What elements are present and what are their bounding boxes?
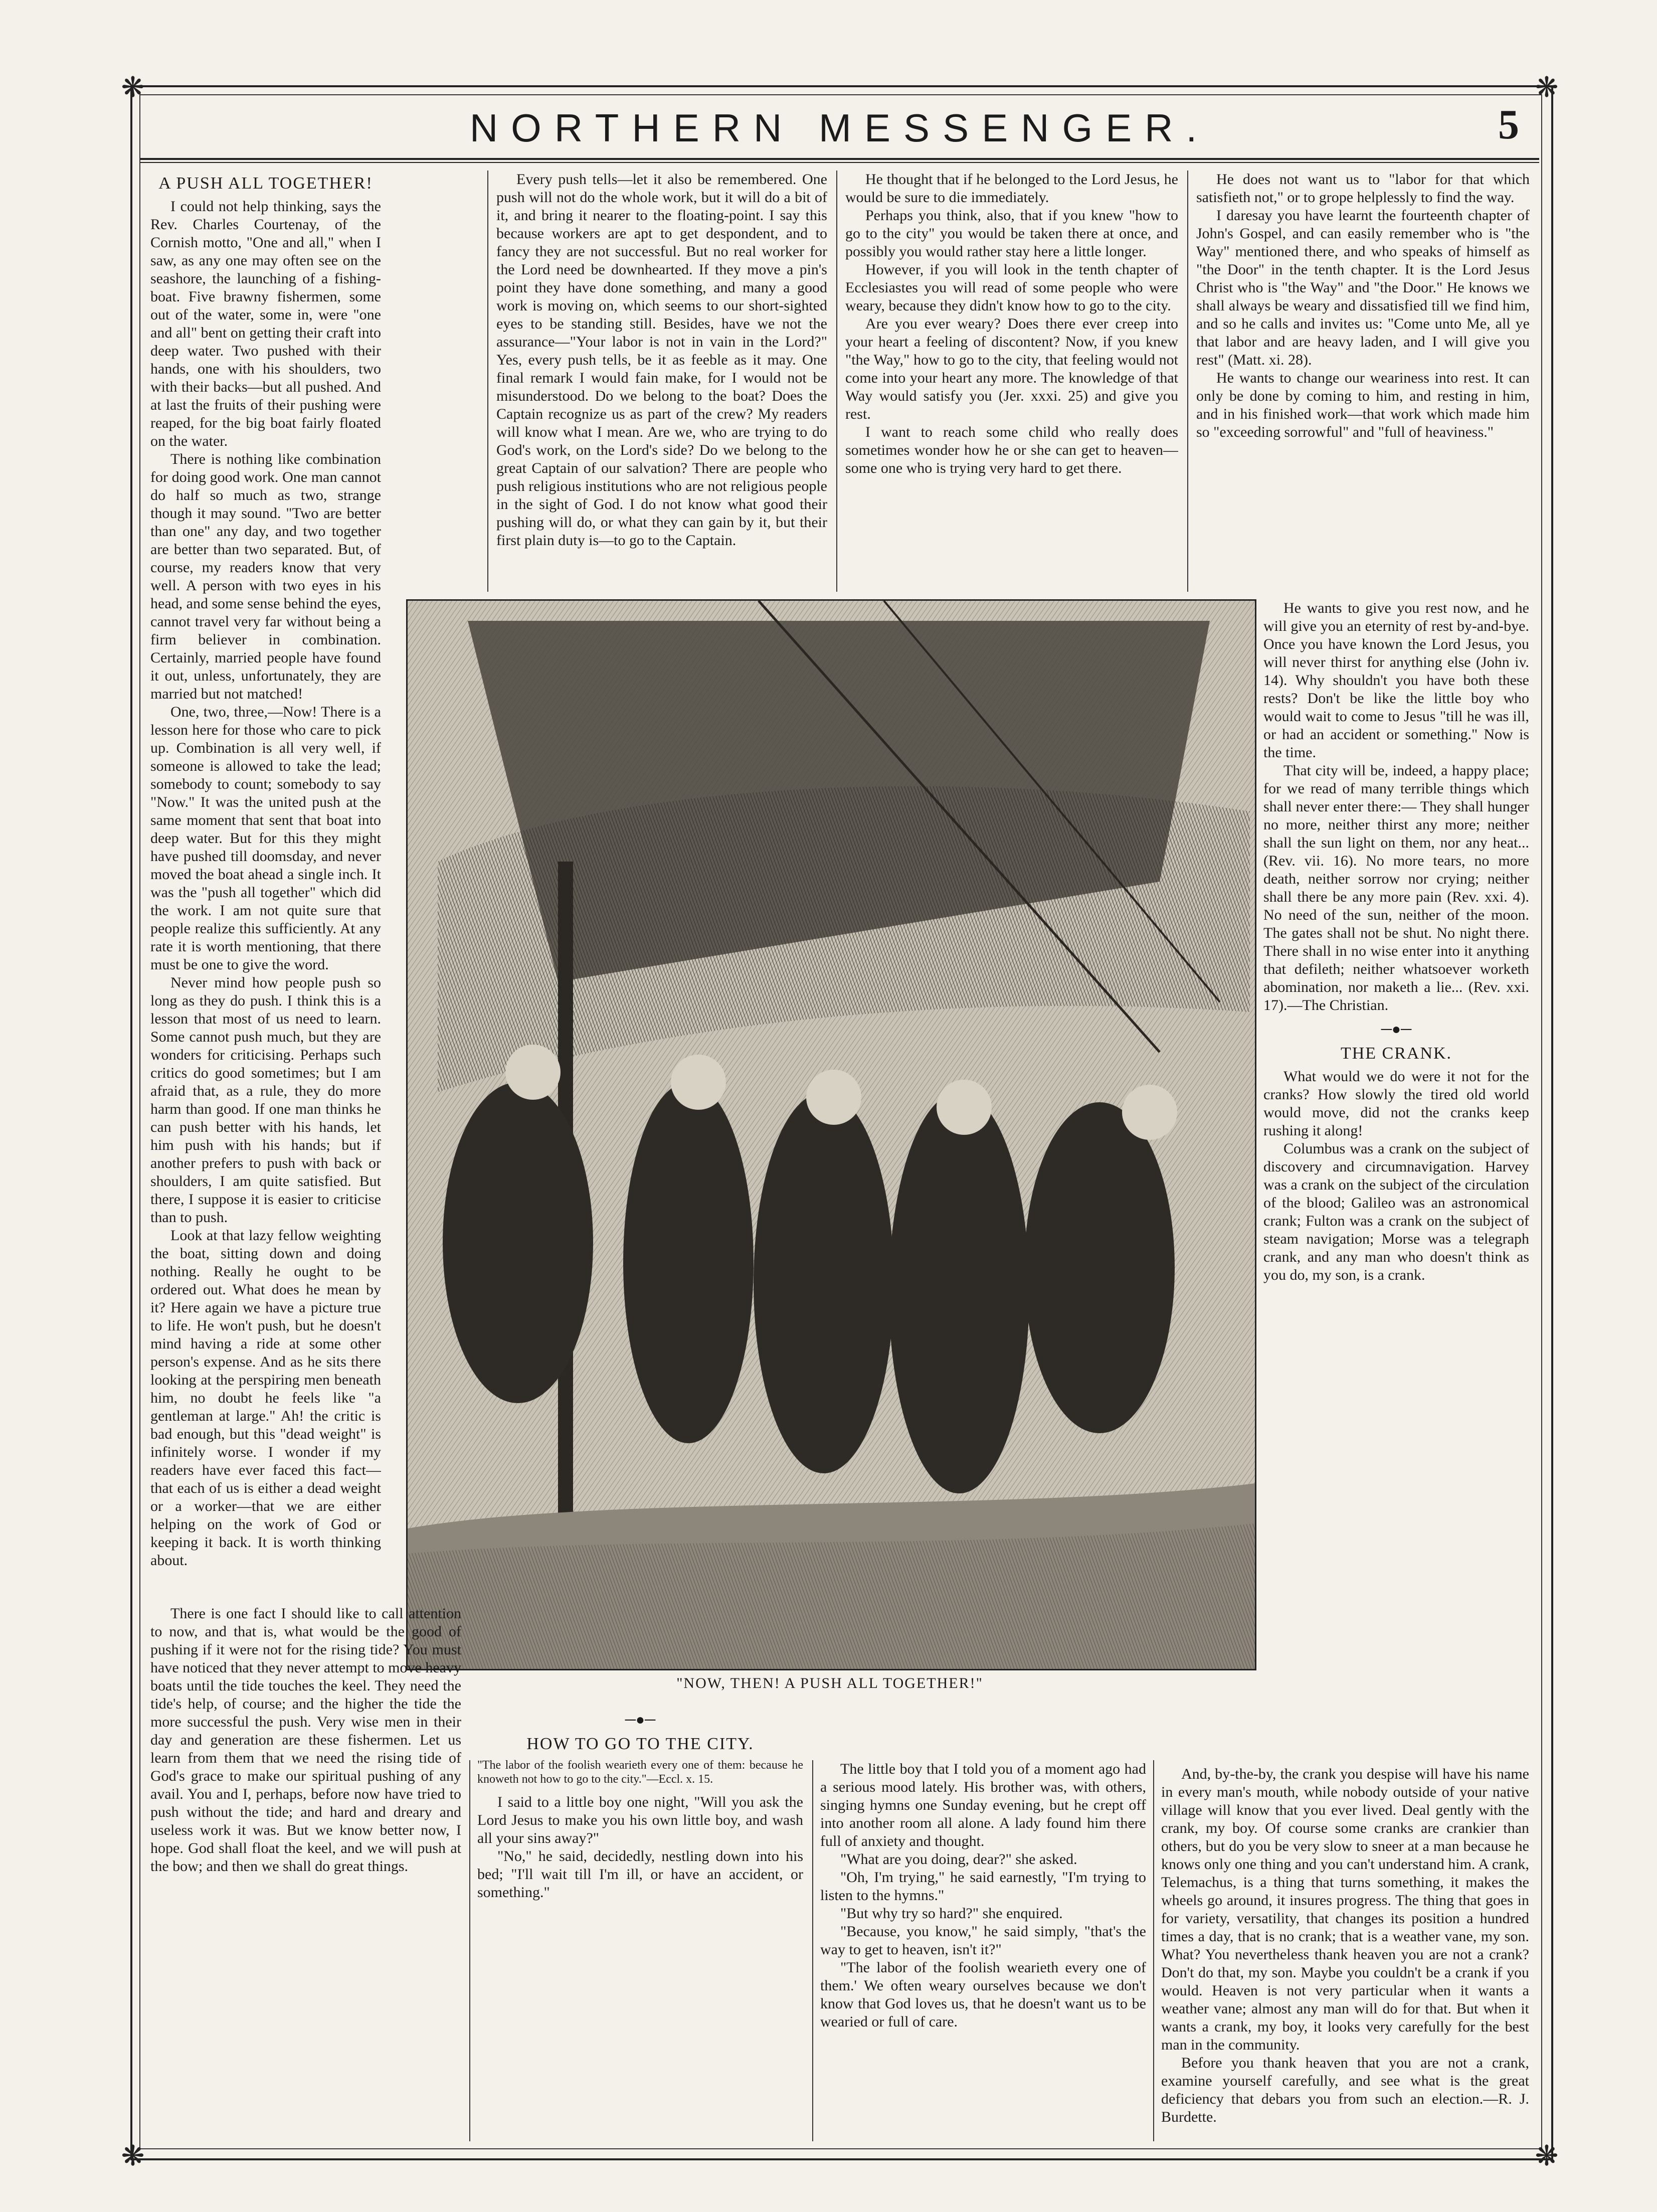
paragraph: I daresay you have learnt the fourteenth chapter of John's Gospel, and can easily remember who is "the Way" mentioned there, and who speaks of himself as "the Door" in the tenth chapter. It is the Lord Jesus Christ who is "the Way" and "the Door." He knows we shall always be weary and dissatisfied till we find him, and so he calls and invites us: "Come unto Me, all ye that labor and are heavy laden, and I will give you rest" (Matt. xi. 28).: [1196, 207, 1530, 368]
article-crank-bottom: [1161, 1765, 1529, 2141]
corner-ornament-icon: ❋: [121, 72, 145, 103]
article-push-continued: [496, 171, 827, 587]
article-push-bottom: [150, 1605, 461, 2141]
paragraph: He wants to give you rest now, and he will give you an eternity of rest by-and-bye. Once you have known the Lord Jesus, you will never thirst for anything else (John iv. 14). Why shouldn't you have both these rests? Don't be like the little boy who would wait to come to Jesus "till he was ill, or had an accident or something." Now is the time.: [1263, 600, 1529, 761]
epigraph: "The labor of the foolish wearieth every one of them: because he knoweth not how to go to the city."—Eccl. x. 15.: [477, 1759, 803, 1786]
article-title: HOW TO GO TO THE CITY.: [526, 1735, 754, 1753]
boat-push-engraving-icon: [408, 601, 1255, 1669]
column-rule: [1153, 1760, 1154, 2141]
article-city-end: [1263, 599, 1529, 1763]
column-rule: [487, 171, 488, 592]
column-rule: [812, 1760, 813, 2141]
paragraph: Perhaps you think, also, that if you knew "how to go to the city" you would be taken there at once, and possibly you would rather stay here a little longer.: [845, 207, 1178, 260]
article-city-start: [477, 1705, 803, 2141]
paragraph: There is one fact I should like to call attention to now, and that is, what would be the good of pushing if it were not for the rising tide? You must have noticed that they never attempt to move heavy boats until the tide touches the keel. They need the tide's help, of course; and the higher the tide the more successful the push. Very wise men in their day and generation are these fishermen. Let us learn from them that we need the rising tide of God's grace to make our spiritual pushing of any avail. You and I, perhaps, before now have tried to push without the tide; and hard and dreary and useless work it was. But we know better now, I hope. God shall float the keel, and we will push at the bow; and then we shall do great things.: [150, 1605, 461, 1875]
column-rule: [469, 1760, 470, 2141]
paragraph: I could not help thinking, says the Rev. Charles Courtenay, of the Cornish motto, "One and all," when I saw, as any one may often see on the seashore, the launching of a fishing-boat. Five brawny fishermen, some out of the water, some in, were "one and all" bent on getting their craft into deep water. Two pushed with their hands, one with his shoulders, two with their backs—but all pushed. And at last the fruits of their pushing were reaped, for the big boat fairly floated on the water.: [150, 198, 381, 449]
paragraph: I want to reach some child who really does sometimes wonder how he or she can get to heaven—some one who is trying very hard to get there.: [845, 424, 1178, 476]
paragraph: He thought that if he belonged to the Lord Jesus, he would be sure to die immediately.: [845, 171, 1178, 206]
paragraph: "No," he said, decidedly, nestling down into his bed; "I'll wait till I'm ill, or have an accident, or something.": [477, 1848, 803, 1901]
paragraph: Before you thank heaven that you are not a crank, examine yourself carefully, and see what is the great deficiency that debars you from such an election.—R. J. Burdette.: [1161, 2055, 1529, 2125]
paragraph: "What are you doing, dear?" she asked.: [840, 1851, 1077, 1867]
paragraph: Never mind how people push so long as they do push. I think this is a lesson that most of us need to learn. Some cannot push much, but they are wonders for criticising. Perhaps such critics do good sometimes; but I am afraid that, as a rule, they do more harm than good. If one man thinks he can push better with his hands, let him push with his hands; but if another prefers to push with back or shoulders, I am quite satisfied. But there, I suppose it is easier to criticise than to push.: [150, 974, 381, 1226]
section-divider-icon: ─●─: [625, 1712, 656, 1728]
paragraph: I said to a little boy one night, "Will you ask the Lord Jesus to make you his own little boy, and wash all your sins away?": [477, 1794, 803, 1846]
column-rule: [1187, 171, 1188, 592]
page-number: 5: [1498, 101, 1519, 148]
paragraph: However, if you will look in the tenth chapter of Ecclesiastes you will read of some people who were weary, because they didn't know how to go to the city.: [845, 261, 1178, 314]
masthead: [150, 100, 1529, 155]
masthead-rule: [140, 158, 1539, 160]
article-title: THE CRANK.: [1340, 1044, 1452, 1063]
corner-ornament-icon: ❋: [1535, 72, 1559, 103]
paragraph: Look at that lazy fellow weighting the boat, sitting down and doing nothing. Really he ought to be ordered out. What does he mean by it? Here again we have a picture true to life. He won't push, but he doesn't mind having a ride at some other person's expense. And as he sits there looking at the perspiring men beneath him, no doubt he feels like "a gentleman at large." Ah! the critic is bad enough, but this "dead weight" is infinitely worse. I wonder if my readers have ever faced this fact—that each of us is either a dead weight or a worker—that we are either helping on the work of God or keeping it back. It is worth thinking about.: [150, 1227, 381, 1569]
corner-ornament-icon: ❋: [1535, 2141, 1559, 2172]
paragraph: "Oh, I'm trying," he said earnestly, "I'm trying to listen to the hymns.": [820, 1869, 1146, 1904]
article-push-all-together: [150, 171, 381, 1595]
illustration-caption: "NOW, THEN! A PUSH ALL TOGETHER!": [676, 1675, 983, 1691]
paragraph: He wants to change our weariness into rest. It can only be done by coming to him, and resting in him, and in his finished work—that work which made him so "exceeding sorrowful" and "full of heaviness.": [1196, 370, 1530, 440]
paragraph: That city will be, indeed, a happy place; for we read of many terrible things which shall never enter there:— They shall hunger no more, neither thirst any more; neither shall the sun light on them, nor any heat... (Rev. vii. 16). No more tears, no more death, neither sorrow nor crying; neither shall there be any more pain (Rev. xxi. 4). No need of the sun, neither of the moon. The gates shall not be shut. No night there. There shall in no wise enter into it anything that defileth; neither whatsoever worketh abomination, nor maketh a lie... (Rev. xxi. 17).—The Christian.: [1263, 762, 1529, 1013]
paragraph: "Because, you know," he said simply, "that's the way to get to heaven, isn't it?": [820, 1923, 1146, 1958]
paragraph: Every push tells—let it also be remembered. One push will not do the whole work, but it will do a bit of it, and bring it nearer to the floating-point. I say this because workers are apt to get despondent, and to fancy they are not successful. But no real worker for the Lord need be downhearted. If they move a pin's point they have done something, and many a good work is moving on, which seems to our short-sighted eyes to be standing still. Besides, have we not the assurance—"Your labor is not in vain in the Lord?" Yes, every push tells, be it as feeble as it may. One final remark I would fain make, for I would not be misunderstood. Do we belong to the boat? Does the Captain recognize us as part of the crew? My readers will know what I mean. Are we, who are trying to do God's work, on the Lord's side? Do we belong to the great Captain of our salvation? There are people who push religious institutions who are not religious people in the sight of God. I do not know what good their pushing will do, or what they can gain by it, but their first plain duty is—to go to the Captain.: [496, 171, 827, 549]
paragraph: Columbus was a crank on the subject of discovery and circumnavigation. Harvey was a crank on the subject of the circulation of the blood; Galileo was an astronomical crank; Fulton was a crank on the subject of steam navigation; Morse was a telegraph crank, and any man who doesn't think as you do, my son, is a crank.: [1263, 1140, 1529, 1283]
paragraph: One, two, three,—Now! There is a lesson here for those who care to pick up. Combination is all very well, if someone is allowed to take the lead; somebody to count; somebody to say "Now." It was the united push at the same moment that sent that boat into deep water. But for this they might have pushed till doomsday, and never moved the boat ahead a single inch. It was the "push all together" which did the work. I am not quite sure that people realize this sufficiently. At any rate it is worth mentioning, that there must be one to give the word.: [150, 704, 381, 973]
article-title: A PUSH ALL TOGETHER!: [158, 174, 373, 193]
paragraph: "But why try so hard?" she enquired.: [840, 1905, 1063, 1922]
article-city-continued: [1196, 171, 1530, 597]
paragraph: There is nothing like combination for doing good work. One man cannot do half so much as two, strange though it may sound. "Two are better than one" any day, and two together are better than two separated. But, of course, my readers know that very well. A person with two eyes in his head, and some sense behind the eyes, cannot travel very far without being a firm believer in combination. Certainly, married people have found it out, unless, unfortunately, they are married but not matched!: [150, 451, 381, 702]
article-city-middle: [820, 1760, 1146, 2141]
column-rule: [836, 171, 837, 592]
article-city-column: [845, 171, 1178, 587]
corner-ornament-icon: ❋: [121, 2141, 145, 2172]
paragraph: He does not want us to "labor for that which satisfieth not," or to grope helplessly to find the way.: [1196, 171, 1530, 206]
paragraph: "The labor of the foolish wearieth every one of them.' We often weary ourselves because we don't know that God loves us, that he doesn't want us to be wearied or full of care.: [820, 1959, 1146, 2030]
section-divider-icon: ─●─: [1381, 1021, 1412, 1038]
paragraph: Are you ever weary? Does there ever creep into your heart a feeling of discontent? Now, if you knew "the Way," how to go to the city, that feeling would not come into your heart any more. The knowledge of that Way would satisfy you (Jer. xxxi. 25) and give you rest.: [845, 315, 1178, 422]
paragraph: What would we do were it not for the cranks? How slowly the tired old world would move, did not the cranks keep rushing it along!: [1263, 1068, 1529, 1139]
masthead-rule: [140, 162, 1539, 163]
newspaper-title: NORTHERN MESSENGER.: [469, 106, 1210, 150]
paragraph: And, by-the-by, the crank you despise will have his name in every man's mouth, while nobody outside of your native village will know that you ever lived. Deal gently with the crank, my boy. Of course some cranks are crankier than others, but do you be very slow to sneer at a man because he knows only one thing and you can't understand him. A crank, Telemachus, is a thing that turns something, it makes the wheels go around, it insures progress. The thing that goes in for variety, versatility, that changes its position a hundred times a day, that is no crank; that is a weather vane, my son. What? You nevertheless thank heaven you are not a crank? Don't do that, my son. Maybe you couldn't be a crank if you would. Heaven is not very particular when it wants a weather vane; almost any man will do for that. But when it wants a crank, my boy, it looks very carefully for the best man in the community.: [1161, 1766, 1529, 2053]
paragraph: The little boy that I told you of a moment ago had a serious mood lately. His brother was, with others, singing hymns one Sunday evening, but he crept off into another room all alone. A lady found him there full of anxiety and thought.: [820, 1761, 1146, 1849]
engraving-illustration: [406, 599, 1256, 1670]
